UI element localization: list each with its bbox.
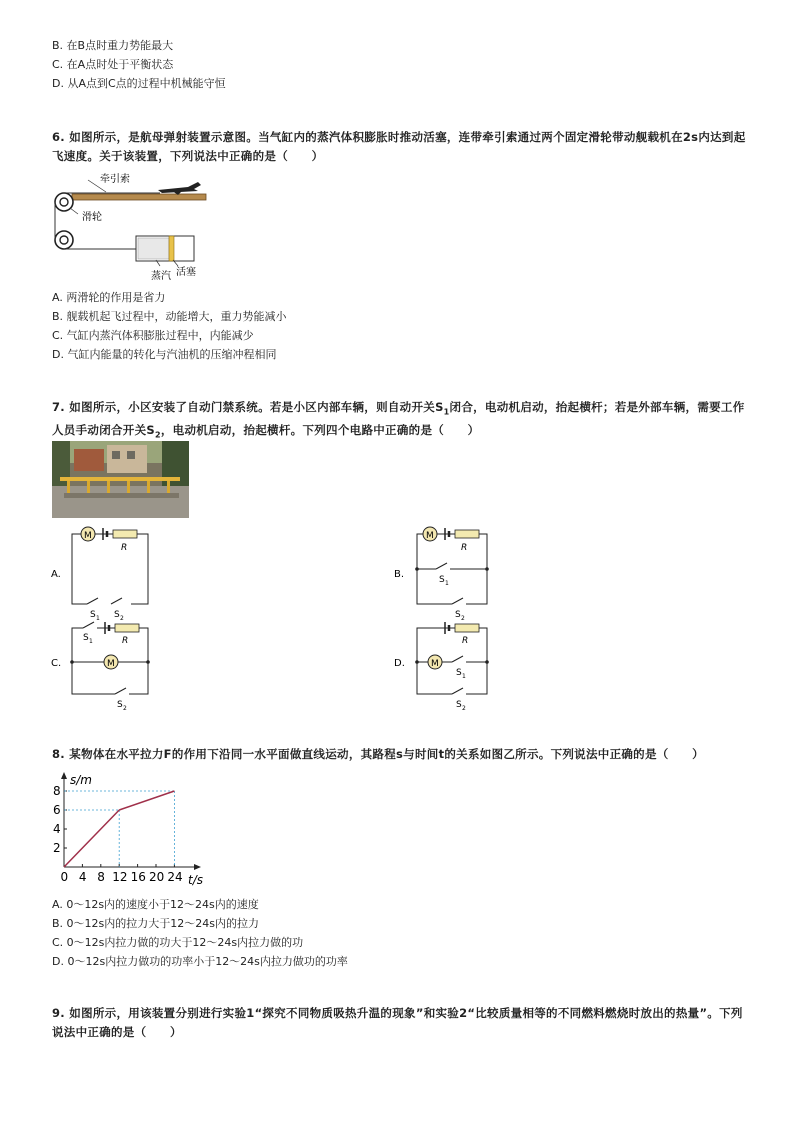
svg-text:1: 1 [462, 673, 466, 680]
rope-label: 牵引索 [100, 174, 130, 185]
pulley-label: 滑轮 [82, 212, 102, 223]
y-tick-label: 6 [53, 803, 61, 817]
q5-option-b: B. 在B点时重力势能最大 [52, 39, 174, 52]
svg-text:M: M [107, 659, 115, 669]
q7-stem: 7. 如图所示，小区安装了自动门禁系统。若是小区内部车辆，则自动开关$S_1$闭合，电动机启动，抬起横杆；若是外部车辆，需要工作人员手动闭合开关$S_2$，电动机启动，抬起横杆。下列四个电路中正确的是（ ） [52, 400, 745, 440]
q6-option-b: B. 舰载机起飞过程中，动能增大，重力势能减小 [52, 310, 287, 323]
catapult-diagram [48, 168, 218, 283]
q5-option-c: C. 在A点时处于平衡状态 [52, 58, 174, 71]
y-tick-label: 2 [53, 841, 61, 855]
circuit-c-label: C. [51, 658, 62, 669]
steam-label: 蒸汽 [151, 271, 171, 282]
svg-text:S: S [117, 700, 123, 710]
svg-text:M: M [426, 531, 434, 541]
svg-text:M: M [431, 659, 439, 669]
x-tick-label: 12 [112, 870, 128, 884]
svg-text:R: R [461, 543, 468, 553]
series-segment [119, 791, 174, 810]
x-tick-label: 16 [130, 870, 146, 884]
svg-text:R: R [121, 543, 128, 553]
q6-option-d: D. 气缸内能量的转化与汽油机的压缩冲程相同 [52, 348, 277, 361]
svg-text:2: 2 [461, 615, 465, 622]
y-tick-label: 8 [53, 784, 61, 798]
svg-text:R: R [462, 636, 469, 646]
piston [169, 236, 174, 261]
s-t-chart [44, 772, 214, 890]
x-tick-label: 4 [78, 870, 87, 884]
piston-label: 活塞 [176, 267, 196, 278]
x-tick-label: 0 [60, 870, 69, 884]
svg-text:1: 1 [89, 638, 93, 645]
resistor-icon [115, 624, 139, 632]
gate-photo [52, 441, 189, 518]
svg-text:R: R [122, 636, 129, 646]
svg-text:S: S [439, 575, 445, 585]
resistor-icon [113, 530, 137, 538]
circuit-a-label: A. [51, 569, 61, 580]
q8-stem: 8. 某物体在水平拉力F的作用下沿同一水平面做直线运动，其路程s与时间t的关系如图乙所示。下列说法中正确的是（ ） [52, 747, 704, 761]
q9-stem: 9. 如图所示，用该装置分别进行实验1“探究不同物质吸热升温的现象”和实验2“比较质量相等的不同燃料燃烧时放出的热量”。下列说法中正确的是（ ） [52, 1006, 743, 1039]
circuit-b-label: B. [394, 569, 405, 580]
steam-fill [138, 238, 169, 259]
circuit-b [390, 522, 510, 622]
svg-text:S: S [90, 610, 96, 620]
svg-text:1: 1 [445, 580, 449, 587]
q6-option-a: A. 两滑轮的作用是省力 [52, 291, 166, 304]
q8-option-b: B. 0～12s内的拉力大于12～24s内的拉力 [52, 917, 259, 930]
svg-text:S: S [455, 610, 461, 620]
circuit-a [45, 522, 165, 622]
circuit-d-label: D. [394, 658, 405, 669]
q8-option-d: D. 0～12s内拉力做功的功率小于12～24s内拉力做功的功率 [52, 955, 348, 968]
svg-text:M: M [84, 531, 92, 541]
y-tick-label: 4 [53, 822, 61, 836]
svg-text:2: 2 [123, 705, 127, 712]
x-tick-label: 8 [97, 870, 105, 884]
svg-text:2: 2 [462, 705, 466, 712]
circuit-d [390, 618, 510, 713]
x-axis-label: t/s [188, 873, 203, 887]
resistor-icon [455, 624, 479, 632]
pulley-bottom [55, 231, 73, 249]
svg-text:S: S [456, 700, 462, 710]
svg-text:S: S [83, 633, 89, 643]
svg-text:S: S [114, 610, 120, 620]
x-tick-label: 24 [167, 870, 183, 884]
svg-text:1: 1 [96, 615, 100, 622]
y-axis-label: s/m [70, 773, 92, 787]
q6-option-c: C. 气缸内蒸汽体积膨胀过程中，内能减少 [52, 329, 254, 342]
x-tick-label: 20 [149, 870, 165, 884]
svg-text:2: 2 [120, 615, 124, 622]
svg-text:S: S [456, 668, 462, 678]
resistor-icon [455, 530, 479, 538]
circuit-c [45, 618, 165, 713]
q8-option-c: C. 0～12s内拉力做的功大于12～24s内拉力做的功 [52, 936, 304, 949]
q5-option-d: D. 从A点到C点的过程中机械能守恒 [52, 77, 226, 90]
aircraft [158, 182, 201, 195]
q8-option-a: A. 0～12s内的速度小于12～24s内的速度 [52, 898, 259, 911]
q6-stem: 6. 如图所示，是航母弹射装置示意图。当气缸内的蒸汽体积膨胀时推动活塞，连带牵引索通过两个固定滑轮带动舰载机在2s内达到起飞速度。关于该装置，下列说法中正确的是（ ） [52, 130, 746, 163]
deck [72, 194, 206, 200]
series-segment [64, 810, 119, 867]
